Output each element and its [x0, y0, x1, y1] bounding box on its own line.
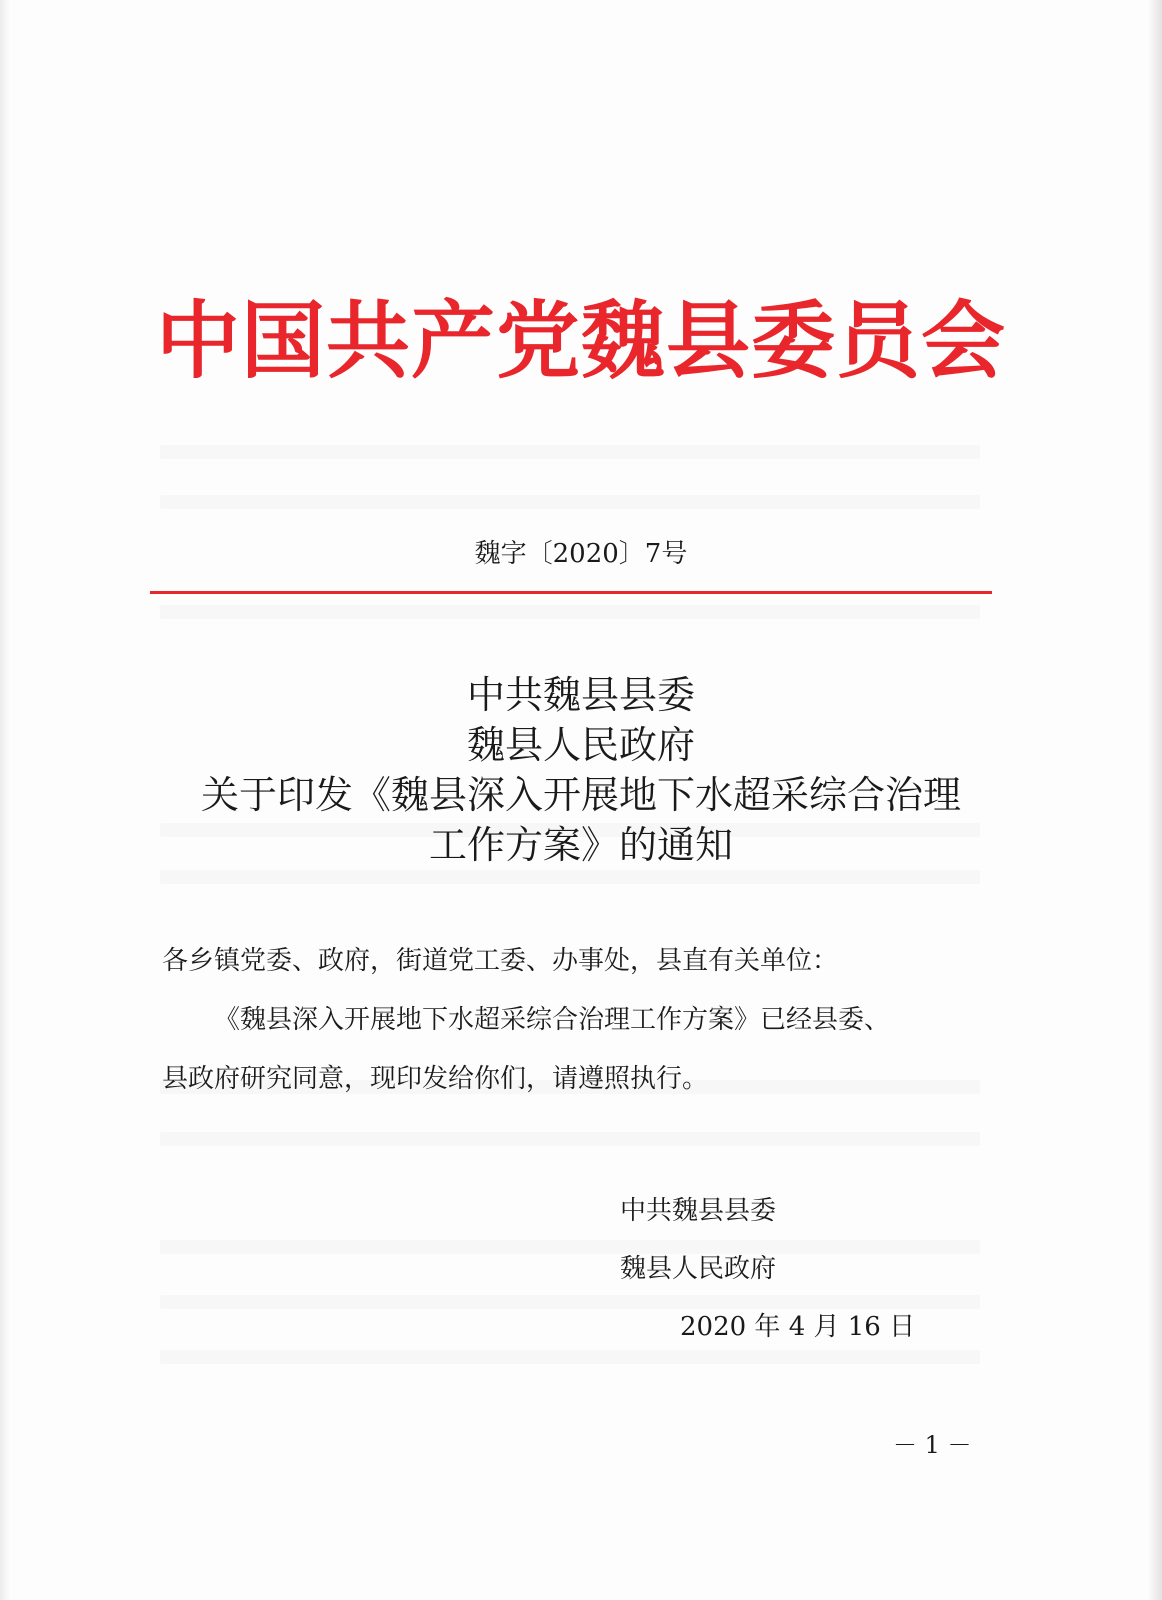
bleed-through-line — [160, 445, 980, 459]
bleed-through-line — [160, 870, 980, 884]
bleed-through-line — [160, 605, 980, 619]
document-title — [0, 670, 1162, 870]
bleed-through-line — [160, 1132, 980, 1146]
title-line-subject: 关于印发《魏县深入开展地下水超采综合治理 — [200, 773, 961, 817]
page-number: － 1 － — [893, 1431, 972, 1459]
salutation: 各乡镇党委、政府，街道党工委、办事处，县直有关单位： — [162, 946, 839, 976]
title-line-subject-cont: 工作方案》的通知 — [428, 823, 733, 867]
signature-issuer: 中共魏县县委 — [620, 1196, 777, 1226]
red-separator-rule — [150, 591, 992, 594]
title-line-issuer1: 中共魏县县委 — [466, 673, 695, 717]
bleed-through-line — [160, 1350, 980, 1364]
title-line-issuer2: 魏县人民政府 — [466, 723, 695, 767]
red-masthead: 中国共产党魏县委员会 — [155, 292, 1006, 390]
body-text-line: 县政府研究同意，现印发给你们，请遵照执行。 — [162, 1064, 709, 1094]
signature-date: 2020 年 4 月 16 日 — [680, 1312, 916, 1342]
document-number: 魏字〔2020〕7号 — [474, 539, 688, 569]
bleed-through-line — [160, 495, 980, 509]
bleed-through-line — [160, 1295, 980, 1309]
bleed-through-line — [160, 1240, 980, 1254]
signature-issuer: 魏县人民政府 — [620, 1254, 777, 1284]
body-text-line: 《魏县深入开展地下水超采综合治理工作方案》已经县委、 — [214, 1005, 891, 1035]
